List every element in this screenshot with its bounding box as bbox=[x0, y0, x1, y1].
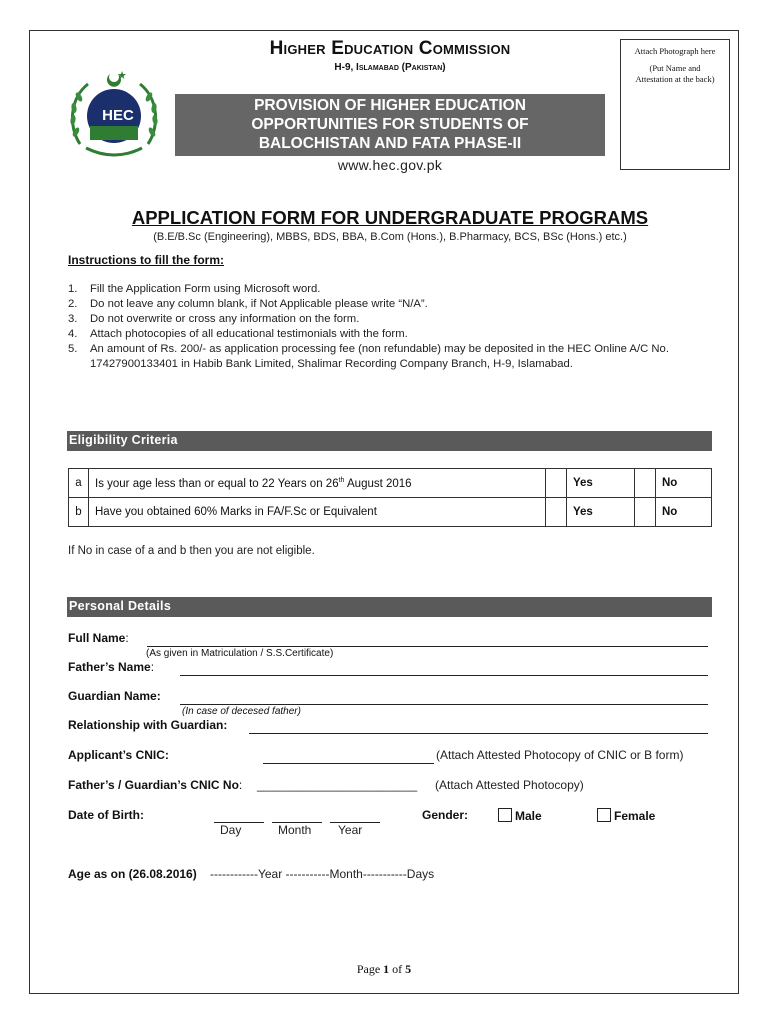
yes-label: Yes bbox=[567, 469, 635, 498]
page-number: Page 1 of 5 bbox=[356, 962, 412, 976]
full-name-field[interactable] bbox=[147, 646, 708, 647]
instruction-item: 1. Fill the Application Form using Microsoft word. bbox=[68, 283, 321, 295]
yes-label: Yes bbox=[567, 498, 635, 527]
commission-address: H-9, Islamabad (Pakistan) bbox=[334, 62, 446, 73]
yes-checkbox-cell[interactable] bbox=[546, 469, 567, 498]
website-url: www.hec.gov.pk bbox=[337, 157, 443, 173]
program-banner bbox=[175, 94, 605, 156]
row-letter: a bbox=[69, 469, 89, 498]
dob-label: Date of Birth: bbox=[68, 808, 144, 822]
eligibility-note: If No in case of a and b then you are not eligible. bbox=[68, 545, 315, 557]
commission-title: Higher Education Commission bbox=[269, 38, 511, 59]
guardian-name-field[interactable] bbox=[180, 704, 708, 705]
relationship-field[interactable] bbox=[249, 733, 708, 734]
father-cnic-label: Father’s / Guardian’s CNIC No: bbox=[68, 778, 243, 792]
no-label: No bbox=[656, 469, 712, 498]
photo-box-note-2: Attestation at the back) bbox=[635, 74, 715, 84]
table-row bbox=[69, 469, 712, 498]
banner-line-1: PROVISION OF HIGHER EDUCATION bbox=[254, 97, 526, 114]
cnic-field[interactable] bbox=[263, 763, 434, 764]
instruction-item: 4. Attach photocopies of all educational testimonials with the form. bbox=[68, 328, 408, 340]
age-field[interactable]: ------------Year -----------Month-----------Days bbox=[210, 867, 435, 881]
banner-line-2: OPPORTUNITIES FOR STUDENTS OF bbox=[251, 116, 529, 133]
female-checkbox[interactable] bbox=[597, 808, 611, 822]
personal-details-heading: Personal Details bbox=[67, 597, 712, 617]
photo-box-title: Attach Photograph here bbox=[634, 46, 716, 56]
eligibility-heading: Eligibility Criteria bbox=[67, 431, 712, 451]
logo-text: HEC bbox=[102, 107, 134, 124]
eligibility-question: Is your age less than or equal to 22 Years on 26th August 2016 bbox=[89, 469, 546, 498]
photo-box[interactable] bbox=[620, 39, 730, 170]
guardian-name-label: Guardian Name: bbox=[68, 689, 161, 703]
male-checkbox[interactable] bbox=[498, 808, 512, 822]
instructions-heading: Instructions to fill the form: bbox=[68, 253, 224, 267]
photo-box-note-1: (Put Name and bbox=[649, 63, 701, 73]
father-cnic-field[interactable]: ________________________ bbox=[257, 778, 418, 792]
father-name-field[interactable] bbox=[180, 675, 708, 676]
full-name-hint: (As given in Matriculation / S.S.Certificate) bbox=[146, 648, 334, 659]
form-title: APPLICATION FORM FOR UNDERGRADUATE PROGRAMS bbox=[131, 207, 649, 228]
relationship-label: Relationship with Guardian: bbox=[68, 718, 228, 732]
full-name-label: Full Name: bbox=[68, 631, 129, 645]
cnic-label: Applicant’s CNIC: bbox=[68, 748, 169, 762]
gender-label: Gender: bbox=[422, 808, 469, 822]
banner-line-3: BALOCHISTAN AND FATA PHASE-II bbox=[258, 135, 522, 152]
cnic-note: (Attach Attested Photocopy of CNIC or B form) bbox=[436, 748, 684, 762]
no-checkbox-cell[interactable] bbox=[635, 469, 656, 498]
father-name-label: Father’s Name: bbox=[68, 660, 155, 674]
programs-list: (B.E/B.Sc (Engineering), MBBS, BDS, BBA, B.Com (Hons.), B.Pharmacy, BCS, BSc (Hons.) etc.) bbox=[153, 231, 627, 243]
instruction-item: 2. Do not leave any column blank, if Not Applicable please write “N/A”. bbox=[68, 298, 428, 310]
no-checkbox-cell[interactable] bbox=[635, 498, 656, 527]
father-cnic-note: (Attach Attested Photocopy) bbox=[435, 778, 584, 792]
eligibility-question: Have you obtained 60% Marks in FA/F.Sc or Equivalent bbox=[89, 498, 546, 527]
instruction-item: 5. An amount of Rs. 200/- as application processing fee (non refundable) may be deposited in the HEC Online A/C No. 17427900133401 in Habib Bank Limited, Shalimar Recording Company Branch, H-9, Islamabad. bbox=[68, 343, 669, 370]
dob-day-hint: Day bbox=[220, 823, 242, 837]
hec-logo bbox=[66, 66, 162, 166]
guardian-hint: (In case of decesed father) bbox=[182, 706, 301, 717]
row-letter: b bbox=[69, 498, 89, 527]
instructions-list bbox=[68, 282, 728, 372]
instruction-item: 3. Do not overwrite or cross any information on the form. bbox=[68, 313, 360, 325]
gender-female-option[interactable]: Female bbox=[597, 808, 655, 823]
dob-year-hint: Year bbox=[338, 823, 363, 837]
dob-month-hint: Month bbox=[278, 823, 312, 837]
yes-checkbox-cell[interactable] bbox=[546, 498, 567, 527]
eligibility-table bbox=[68, 468, 712, 527]
table-row bbox=[69, 498, 712, 527]
age-label: Age as on (26.08.2016) bbox=[68, 867, 197, 881]
no-label: No bbox=[656, 498, 712, 527]
gender-male-option[interactable]: Male bbox=[498, 808, 542, 823]
